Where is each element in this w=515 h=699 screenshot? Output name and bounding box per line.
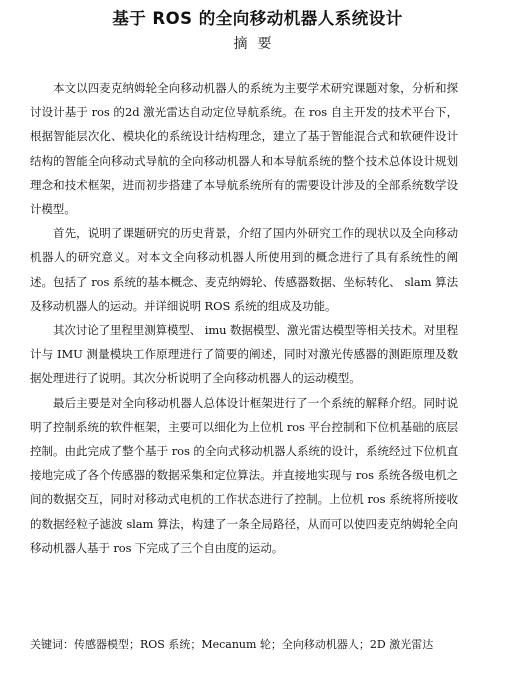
abstract-heading: 摘要 bbox=[233, 36, 282, 52]
abstract-paragraph: 其次讨论了里程里测算模型、 imu 数据模型、激光雷达模型等相关技术。对里程计与 IMU 测量模块工作原理进行了简要的阐述，同时对激光传感器的测距原理及数据处理进行了说明。其次分析说明了全向移动机器人的运动模型。 bbox=[30, 323, 458, 386]
document-title: 基于 ROS 的全向移动机器人系统设计 bbox=[112, 9, 403, 28]
abstract-paragraph: 首先，说明了课题研究的历史背景，介绍了国内外研究工作的现状以及全向移动机器人的研究意义。对本文全向移动机器人所使用到的概念进行了具有系统性的阐述。包括了 ros 系统的基本概念、麦克纳姆轮、传感器数据、坐标转化、 slam 算法及移动机器人的运动。并详细说明 ROS 系统的组成及功能。 bbox=[30, 226, 458, 313]
abstract-paragraph: 最后主要是对全向移动机器人总体设计框架进行了一个系统的解释介绍。同时说明了控制系统的软件框架，主要可以细化为上位机 ros 平台控制和下位机基础的底层控制。由此完成了整个基于 ros 的全向式移动机器人系统的设计，系统经过下位机直接地完成了各个传感器的数据采集和定位算法。并直接地实现与 ros 系统各级电机之间的数据交互，同时对移动式电机的工作状态进行了控制。上位机 ros 系统将所接收的数据经粒子滤波 slam 算法，构建了一条全局路径，从而可以使四麦克纳姆轮全向移动机器人基于 ros 下完成了三个自由度的运动。 bbox=[30, 395, 458, 555]
keywords-line: 关键词：传感器模型；ROS 系统；Mecanum 轮；全向移动机器人；2D 激光雷达 bbox=[30, 638, 434, 651]
abstract-body bbox=[30, 76, 458, 560]
abstract-paragraph: 本文以四麦克纳姆轮全向移动机器人的系统为主要学术研究课题对象，分析和探讨设计基于 ros 的2d 激光雷达自动定位导航系统。在 ros 自主开发的技术平台下，根据智能层次化、模块化的系统设计结构理念，建立了基于智能混合式和软硬件设计结构的智能全向移动式导航的全向移动机器人和本导航系统的整个技术总体设计规划理念和技术框架，进而初步搭建了本导航系统所有的需要设计涉及的全部系统数学设计模型。 bbox=[30, 81, 458, 217]
